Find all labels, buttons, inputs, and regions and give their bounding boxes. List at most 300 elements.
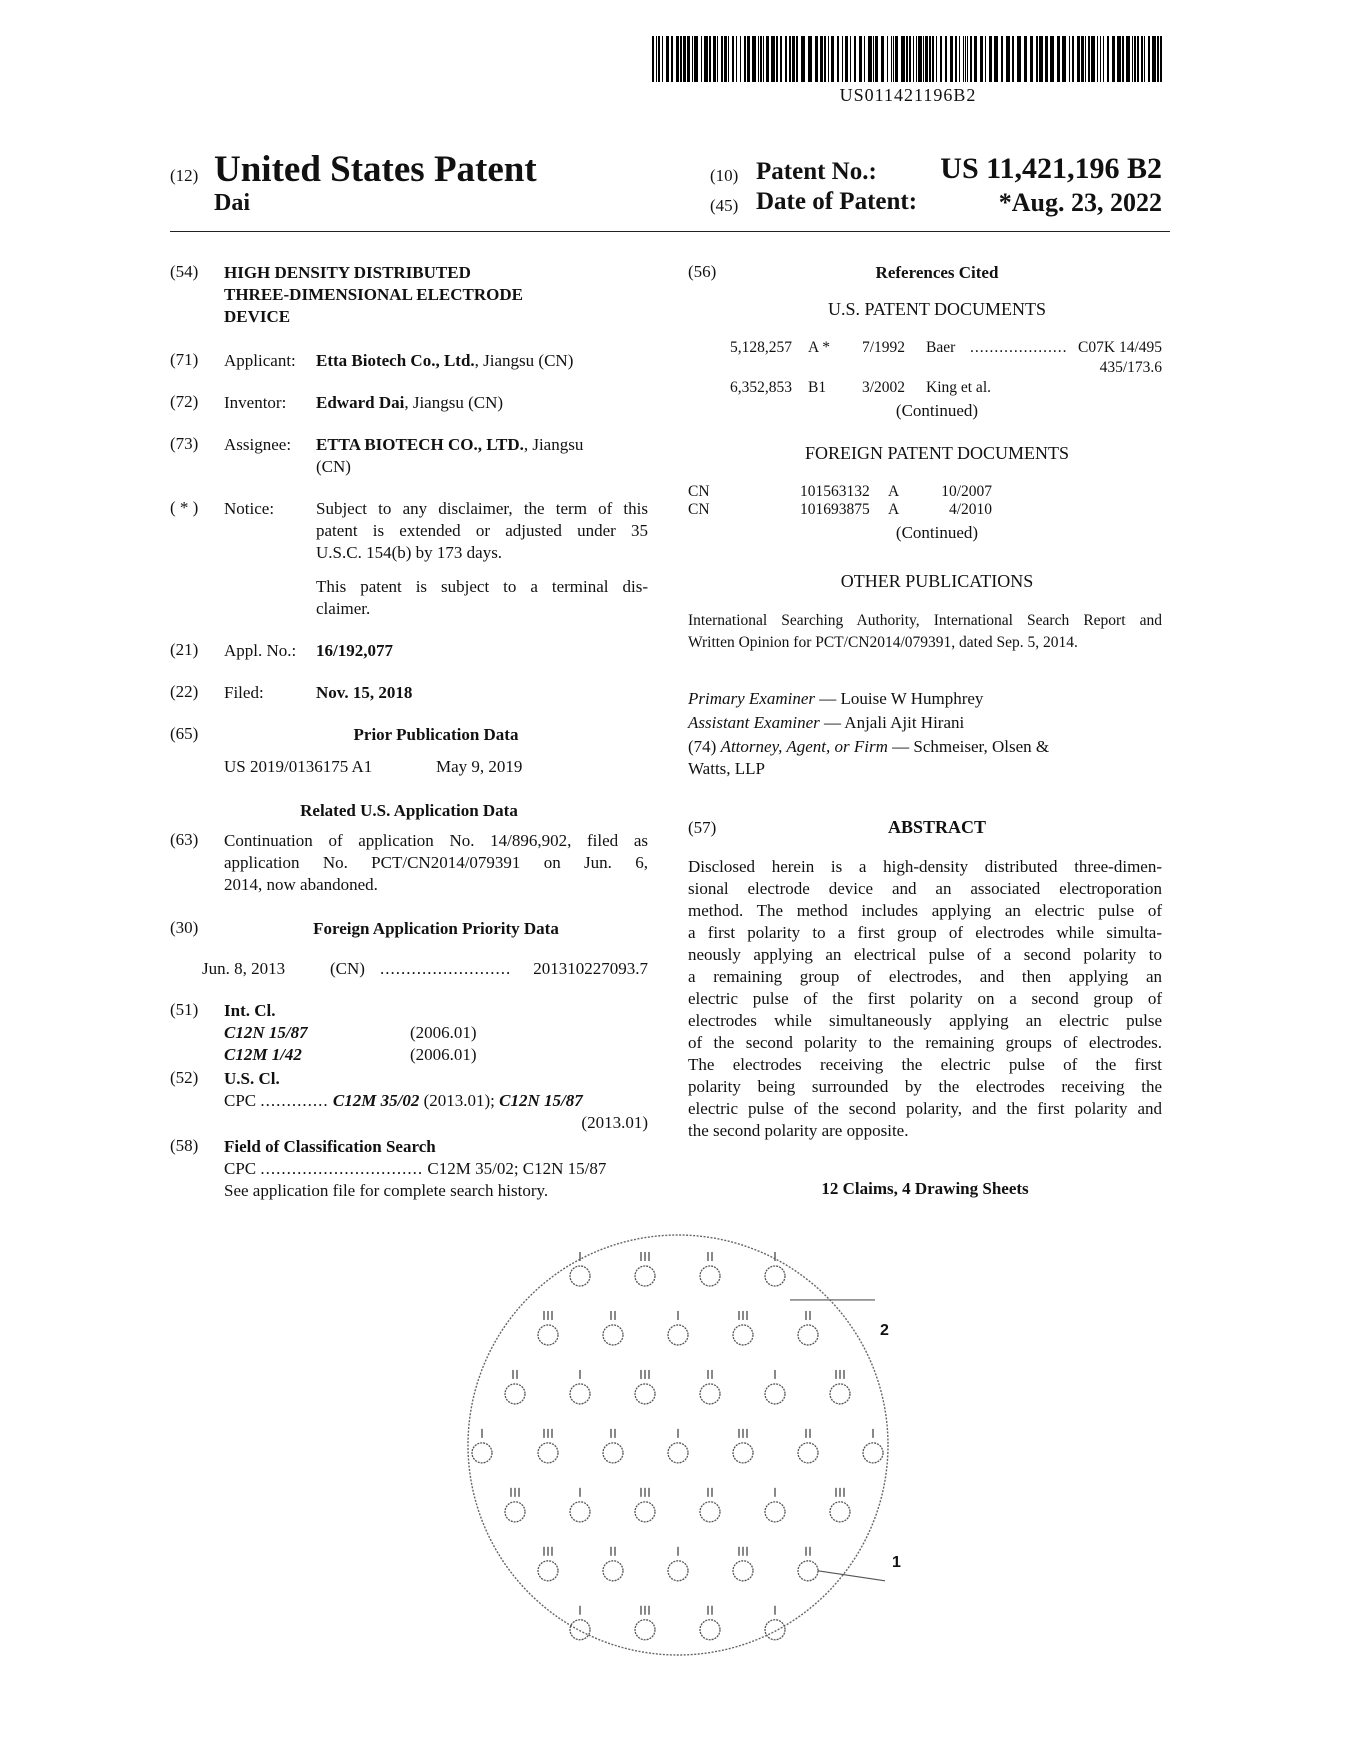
barcode bbox=[652, 36, 1164, 86]
barcode-bar bbox=[780, 36, 782, 82]
barcode-bar bbox=[1091, 36, 1095, 82]
filed-date: Nov. 15, 2018 bbox=[316, 683, 413, 702]
barcode-bar bbox=[936, 36, 937, 82]
field-of-search-cpc bbox=[224, 1158, 606, 1180]
assignee-place-2: (CN) bbox=[316, 457, 351, 476]
barcode-bar bbox=[676, 36, 679, 82]
electrode-circle bbox=[798, 1561, 818, 1581]
electrode-circle bbox=[798, 1443, 818, 1463]
notice-line-3: U.S.C. 154(b) by 173 days. bbox=[316, 543, 503, 562]
barcode-bar bbox=[808, 36, 812, 82]
barcode-bar bbox=[752, 36, 756, 82]
code-52: (52) bbox=[170, 1068, 199, 1087]
barcode-bar bbox=[671, 36, 673, 82]
continuation-line-2: application No. PCT/CN2014/079391 on Jun. 6, bbox=[224, 853, 648, 872]
us-ref-1-name: Baer bbox=[926, 339, 956, 356]
priority-dots: ......................... bbox=[380, 959, 512, 978]
barcode-bar bbox=[887, 36, 888, 82]
abstract-line: electric pulse of the second polarity, and the first polarity and bbox=[688, 1099, 1162, 1118]
electrode-circle bbox=[700, 1502, 720, 1522]
barcode-bar bbox=[916, 36, 917, 82]
code-57: (57) bbox=[688, 818, 717, 837]
terminal-disclaimer bbox=[316, 576, 648, 620]
priority-date: Jun. 8, 2013 bbox=[202, 959, 286, 978]
field-dots: ............................... bbox=[260, 1159, 424, 1178]
us-ref-2-name: King et al. bbox=[926, 379, 991, 396]
us-ref-2-date: 3/2002 bbox=[862, 379, 906, 396]
date-of-patent-label: Date of Patent: bbox=[756, 188, 918, 215]
title-line-1: HIGH DENSITY DISTRIBUTED bbox=[224, 263, 471, 282]
barcode-bar bbox=[709, 36, 711, 82]
figure-label-1: 1 bbox=[892, 1554, 901, 1571]
notice-line-4: This patent is subject to a terminal dis- bbox=[316, 577, 648, 596]
inventor-surname: Dai bbox=[214, 190, 250, 216]
barcode-bar bbox=[701, 36, 702, 82]
electrode-circle bbox=[668, 1561, 688, 1581]
code-56: (56) bbox=[688, 262, 717, 281]
patent-number: US 11,421,196 B2 bbox=[940, 152, 1162, 185]
related-heading: Related U.S. Application Data bbox=[300, 801, 518, 820]
barcode-bar bbox=[1132, 36, 1133, 82]
electrode-circle bbox=[635, 1502, 655, 1522]
barcode-bar bbox=[929, 36, 931, 82]
int-cl-2: C12M 1/42 bbox=[224, 1045, 302, 1064]
barcode-bar bbox=[680, 36, 682, 82]
barcode-bar bbox=[828, 36, 829, 82]
barcode-bar bbox=[945, 36, 947, 82]
applicant-name: Etta Biotech Co., Ltd. bbox=[316, 351, 475, 370]
electrode-circle bbox=[830, 1384, 850, 1404]
foreign-ref-1-number: 101563132 bbox=[800, 483, 870, 500]
code-65: (65) bbox=[170, 724, 199, 743]
electrode-circle bbox=[733, 1443, 753, 1463]
electrode-circle bbox=[700, 1266, 720, 1286]
other-publication-line-1: International Searching Authority, International Search Report and bbox=[688, 612, 1162, 629]
continued-foreign: (Continued) bbox=[895, 523, 979, 542]
barcode-bar bbox=[1117, 36, 1121, 82]
barcode-bar bbox=[1148, 36, 1150, 82]
barcode-bar bbox=[692, 36, 693, 82]
abstract-line: a first polarity to a first group of electrodes while simulta- bbox=[688, 923, 1162, 942]
electrode-circle bbox=[538, 1443, 558, 1463]
barcode-bar bbox=[1122, 36, 1124, 82]
electrode-circle bbox=[765, 1384, 785, 1404]
barcode-bar bbox=[854, 36, 856, 82]
code-63: (63) bbox=[170, 830, 199, 849]
int-cl-1-date: (2006.01) bbox=[410, 1023, 477, 1042]
barcode-bar bbox=[913, 36, 914, 82]
us-ref-1-kind: A * bbox=[808, 339, 830, 356]
barcode-bar bbox=[656, 36, 657, 82]
electrode-circle bbox=[668, 1443, 688, 1463]
electrode-circle bbox=[570, 1502, 590, 1522]
barcode-number: US011421196B2 bbox=[839, 85, 977, 105]
primary-examiner bbox=[688, 688, 983, 710]
barcode-bar bbox=[1141, 36, 1143, 82]
barcode-bar bbox=[1112, 36, 1115, 82]
barcode-bar bbox=[724, 36, 727, 82]
code-71: (71) bbox=[170, 350, 199, 369]
assistant-examiner bbox=[688, 712, 964, 734]
int-cl-label: Int. Cl. bbox=[224, 1001, 276, 1020]
us-ref-1-date: 7/1992 bbox=[862, 339, 906, 356]
barcode-bar bbox=[820, 36, 823, 82]
abstract-text bbox=[688, 856, 1162, 1142]
barcode-bar bbox=[989, 36, 992, 82]
notice-line-1: Subject to any disclaimer, the term of this bbox=[316, 499, 648, 518]
us-cl-label: U.S. Cl. bbox=[224, 1069, 280, 1088]
barcode-bar bbox=[923, 36, 924, 82]
barcode-bar bbox=[895, 36, 898, 82]
barcode-bar bbox=[1062, 36, 1066, 82]
electrode-circle bbox=[830, 1502, 850, 1522]
barcode-bar bbox=[845, 36, 848, 82]
inventor bbox=[316, 392, 503, 414]
electrode-circle bbox=[603, 1325, 623, 1345]
barcode-bar bbox=[974, 36, 977, 82]
inventor-name: Edward Dai bbox=[316, 393, 405, 412]
electrode-circle bbox=[570, 1620, 590, 1640]
us-ref-1-class: C07K 14/495 bbox=[1078, 339, 1162, 356]
code-30: (30) bbox=[170, 918, 199, 937]
barcode-bar bbox=[901, 36, 905, 82]
barcode-bar bbox=[891, 36, 892, 82]
code-73: (73) bbox=[170, 434, 199, 453]
barcode-bar bbox=[1012, 36, 1014, 82]
continued-us: (Continued) bbox=[895, 401, 979, 420]
abstract-line: of the second polarity to the remaining groups of electrodes. bbox=[688, 1033, 1162, 1052]
us-cl-1-date: (2013.01); bbox=[423, 1091, 495, 1110]
foreign-ref-2-kind: A bbox=[888, 501, 900, 518]
date-of-patent: *Aug. 23, 2022 bbox=[998, 188, 1162, 217]
barcode-bar bbox=[875, 36, 878, 82]
electrode-circle bbox=[603, 1561, 623, 1581]
us-cl-cpc bbox=[224, 1090, 583, 1112]
continuation-line-3: 2014, now abandoned. bbox=[224, 875, 378, 894]
barcode-bar bbox=[728, 36, 729, 82]
barcode-bar bbox=[713, 36, 716, 82]
barcode-bar bbox=[950, 36, 953, 82]
barcode-bar bbox=[792, 36, 795, 82]
barcode-bar bbox=[662, 36, 663, 82]
barcode-bar bbox=[796, 36, 798, 82]
barcode-bar bbox=[721, 36, 723, 82]
code-72: (72) bbox=[170, 392, 199, 411]
us-cl-2-date: (2013.01) bbox=[581, 1113, 648, 1132]
electrode-circle bbox=[700, 1384, 720, 1404]
assignee bbox=[316, 434, 583, 456]
barcode-bar bbox=[1050, 36, 1054, 82]
figure-label-2: 2 bbox=[880, 1322, 889, 1339]
us-cl-1: C12M 35/02 bbox=[332, 1091, 420, 1110]
barcode-bar bbox=[850, 36, 851, 82]
prior-publication-date: May 9, 2019 bbox=[436, 757, 523, 776]
barcode-bar bbox=[868, 36, 872, 82]
barcode-bar bbox=[758, 36, 759, 82]
abstract-line: polarity being surrounded by the electrodes receiving the bbox=[688, 1077, 1162, 1096]
barcode-bar bbox=[1107, 36, 1109, 82]
electrode-circle bbox=[765, 1502, 785, 1522]
barcode-bar bbox=[687, 36, 690, 82]
barcode-bar bbox=[1072, 36, 1074, 82]
foreign-ref-2-number: 101693875 bbox=[800, 501, 870, 518]
title-line-2: THREE-DIMENSIONAL ELECTRODE bbox=[224, 285, 523, 304]
electrode-circle bbox=[635, 1266, 655, 1286]
foreign-priority-heading: Foreign Application Priority Data bbox=[313, 919, 559, 938]
barcode-bar bbox=[763, 36, 764, 82]
barcode-bar bbox=[955, 36, 957, 82]
abstract-line: electrodes while simultaneously applying an electric pulse bbox=[688, 1011, 1162, 1030]
foreign-ref-2-country: CN bbox=[688, 501, 710, 518]
barcode-bar bbox=[666, 36, 669, 82]
barcode-bar bbox=[1081, 36, 1084, 82]
applicant-label: Applicant: bbox=[224, 351, 296, 370]
prior-publication-number: US 2019/0136175 A1 bbox=[224, 757, 373, 776]
barcode-bar bbox=[771, 36, 775, 82]
barcode-bar bbox=[744, 36, 746, 82]
code-notice: ( * ) bbox=[170, 498, 199, 517]
barcode-bar bbox=[864, 36, 865, 82]
barcode-bar bbox=[776, 36, 778, 82]
barcode-bar bbox=[747, 36, 750, 82]
barcode-bar bbox=[1077, 36, 1080, 82]
int-cl-1: C12N 15/87 bbox=[224, 1023, 308, 1042]
barcode-bar bbox=[785, 36, 787, 82]
other-publication-line-2: Written Opinion for PCT/CN2014/079391, dated Sep. 5, 2014. bbox=[688, 634, 1078, 651]
abstract-heading: ABSTRACT bbox=[887, 817, 987, 837]
other-publications-heading: OTHER PUBLICATIONS bbox=[840, 571, 1034, 591]
barcode-bar bbox=[1157, 36, 1159, 82]
electrode-circle bbox=[538, 1325, 558, 1345]
foreign-ref-1-date: 10/2007 bbox=[941, 483, 992, 500]
electrode-circle bbox=[505, 1502, 525, 1522]
barcode-bar bbox=[970, 36, 972, 82]
barcode-bar bbox=[893, 36, 894, 82]
electrode-circle bbox=[733, 1325, 753, 1345]
barcode-bar bbox=[985, 36, 986, 82]
field-of-search-note: See application file for complete search history. bbox=[224, 1181, 549, 1200]
barcode-bar bbox=[1103, 36, 1104, 82]
notice-label: Notice: bbox=[224, 499, 275, 518]
barcode-bar bbox=[959, 36, 960, 82]
barcode-bar bbox=[1100, 36, 1101, 82]
code-12: (12) bbox=[170, 166, 199, 185]
barcode-bar bbox=[1152, 36, 1156, 82]
applicant bbox=[316, 350, 573, 372]
other-publication bbox=[688, 610, 1162, 654]
barcode-bar bbox=[940, 36, 942, 82]
barcode-bar bbox=[1134, 36, 1136, 82]
barcode-bar bbox=[925, 36, 928, 82]
barcode-bar bbox=[1036, 36, 1038, 82]
barcode-bar bbox=[1024, 36, 1027, 82]
prior-publication-heading: Prior Publication Data bbox=[353, 725, 519, 744]
claims-and-sheets: 12 Claims, 4 Drawing Sheets bbox=[821, 1179, 1029, 1198]
barcode-bar bbox=[1057, 36, 1060, 82]
barcode-bar bbox=[859, 36, 862, 82]
int-cl-2-date: (2006.01) bbox=[410, 1045, 477, 1064]
foreign-ref-2-date: 4/2010 bbox=[948, 501, 992, 518]
barcode-bar bbox=[980, 36, 983, 82]
attorney bbox=[688, 736, 1049, 758]
abstract-line: sional electrode device and an associated electroporation bbox=[688, 879, 1162, 898]
us-ref-2-kind: B1 bbox=[808, 379, 827, 396]
barcode-bar bbox=[1039, 36, 1043, 82]
barcode-bar bbox=[1069, 36, 1070, 82]
notice-line-5: claimer. bbox=[316, 599, 371, 618]
appl-no: 16/192,077 bbox=[316, 641, 393, 660]
primary-examiner-name: — Louise W Humphrey bbox=[815, 689, 984, 708]
assignee-name: ETTA BIOTECH CO., LTD. bbox=[316, 435, 524, 454]
field-cpc-label: CPC bbox=[224, 1159, 257, 1178]
field-cpc-value: C12M 35/02; C12N 15/87 bbox=[427, 1159, 607, 1178]
notice-text bbox=[316, 498, 648, 564]
leader-line-1 bbox=[818, 1571, 885, 1581]
electrode-circle bbox=[570, 1266, 590, 1286]
us-cl-cpc-label: CPC bbox=[224, 1091, 257, 1110]
document-type: United States Patent bbox=[214, 149, 537, 190]
barcode-bar bbox=[694, 36, 698, 82]
electrode-circle bbox=[863, 1443, 883, 1463]
code-51: (51) bbox=[170, 1000, 199, 1019]
electrode-circle bbox=[505, 1384, 525, 1404]
electrode-circle bbox=[472, 1443, 492, 1463]
references-cited-heading: References Cited bbox=[875, 263, 999, 282]
barcode-bar bbox=[873, 36, 874, 82]
electrode-circle bbox=[798, 1325, 818, 1345]
barcode-bar bbox=[652, 36, 654, 82]
barcode-bar bbox=[736, 36, 737, 82]
foreign-ref-1-kind: A bbox=[888, 483, 900, 500]
barcode-bar bbox=[766, 36, 769, 82]
barcode-bar bbox=[1006, 36, 1010, 82]
priority-number: 201310227093.7 bbox=[533, 959, 648, 978]
electrode-circle bbox=[635, 1620, 655, 1640]
notice-line-2: patent is extended or adjusted under 35 bbox=[316, 521, 648, 540]
us-ref-2-number: 6,352,853 bbox=[730, 379, 792, 396]
outer-boundary-circle bbox=[468, 1235, 888, 1655]
us-ref-1-class-2: 435/173.6 bbox=[1099, 359, 1162, 376]
electrode-circle bbox=[733, 1561, 753, 1581]
barcode-bar bbox=[658, 36, 660, 82]
us-cl-dots: ............. bbox=[260, 1091, 329, 1110]
title bbox=[224, 262, 523, 328]
inventor-label: Inventor: bbox=[224, 393, 287, 412]
abstract-line: method. The method includes applying an electric pulse of bbox=[688, 901, 1162, 920]
filed-label: Filed: bbox=[224, 683, 264, 702]
title-line-3: DEVICE bbox=[224, 307, 291, 326]
continuation-line-1: Continuation of application No. 14/896,902, filed as bbox=[224, 831, 648, 850]
code-22: (22) bbox=[170, 682, 199, 701]
us-ref-1-dots: .................... bbox=[970, 339, 1068, 356]
barcode-bar bbox=[824, 36, 826, 82]
barcode-bar bbox=[837, 36, 839, 82]
barcode-bar bbox=[1030, 36, 1033, 82]
electrode-circle bbox=[538, 1561, 558, 1581]
continuation-text bbox=[224, 830, 648, 896]
barcode-bar bbox=[704, 36, 708, 82]
barcode-bar bbox=[932, 36, 934, 82]
electrode-circle bbox=[700, 1620, 720, 1640]
barcode-bar bbox=[918, 36, 922, 82]
electrode-circle bbox=[765, 1266, 785, 1286]
assistant-examiner-name: — Anjali Ajit Hirani bbox=[819, 713, 965, 732]
abstract-line: The electrodes receiving the electric pulse of the first bbox=[688, 1055, 1162, 1074]
barcode-bar bbox=[760, 36, 762, 82]
barcode-bar bbox=[789, 36, 791, 82]
attorney-label: Attorney, Agent, or Firm bbox=[720, 737, 888, 756]
barcode-bar bbox=[1085, 36, 1086, 82]
barcode-bar bbox=[1088, 36, 1090, 82]
electrode-circle bbox=[570, 1384, 590, 1404]
electrode-array-figure bbox=[420, 1220, 940, 1660]
barcode-bar bbox=[801, 36, 805, 82]
barcode-bar bbox=[1137, 36, 1139, 82]
code-45: (45) bbox=[710, 196, 739, 215]
foreign-patent-documents-heading: FOREIGN PATENT DOCUMENTS bbox=[804, 443, 1070, 463]
electrode-circle bbox=[635, 1384, 655, 1404]
barcode-bar bbox=[815, 36, 818, 82]
attorney-name: — Schmeiser, Olsen & bbox=[887, 737, 1050, 756]
assignee-place: , Jiangsu bbox=[523, 435, 584, 454]
barcode-bar bbox=[1097, 36, 1098, 82]
foreign-ref-1-country: CN bbox=[688, 483, 710, 500]
code-74: (74) bbox=[688, 737, 717, 756]
barcode-bar bbox=[842, 36, 843, 82]
barcode-bar bbox=[881, 36, 884, 82]
barcode-bar bbox=[1001, 36, 1003, 82]
field-of-search-label: Field of Classification Search bbox=[224, 1137, 436, 1156]
barcode-bar bbox=[1017, 36, 1021, 82]
barcode-bar bbox=[994, 36, 998, 82]
assignee-label: Assignee: bbox=[224, 435, 292, 454]
patent-number-label: Patent No.: bbox=[756, 158, 877, 185]
applicant-place: , Jiangsu (CN) bbox=[474, 351, 574, 370]
code-10: (10) bbox=[710, 166, 739, 185]
barcode-bar bbox=[965, 36, 966, 82]
attorney-name-2: Watts, LLP bbox=[688, 759, 766, 778]
code-54: (54) bbox=[170, 262, 199, 281]
electrode-circle bbox=[668, 1325, 688, 1345]
barcode-bar bbox=[1144, 36, 1145, 82]
barcode-bar bbox=[732, 36, 734, 82]
barcode-bar bbox=[740, 36, 741, 82]
electrode-circle bbox=[765, 1620, 785, 1640]
barcode-bar bbox=[831, 36, 834, 82]
code-58: (58) bbox=[170, 1136, 199, 1155]
us-cl-2: C12N 15/87 bbox=[499, 1091, 583, 1110]
us-ref-1-number: 5,128,257 bbox=[730, 339, 792, 356]
appl-no-label: Appl. No.: bbox=[224, 641, 297, 660]
abstract-line: electric pulse of the first polarity on a second group of bbox=[688, 989, 1162, 1008]
barcode-bar bbox=[1126, 36, 1130, 82]
assistant-examiner-label: Assistant Examiner bbox=[688, 713, 820, 732]
barcode-bar bbox=[909, 36, 911, 82]
barcode-bar bbox=[717, 36, 718, 82]
abstract-line: neously applying an electrical pulse of a second polarity to bbox=[688, 945, 1162, 964]
abstract-line: Disclosed herein is a high-density distributed three-dimen- bbox=[688, 857, 1162, 876]
electrode-circle bbox=[603, 1443, 623, 1463]
code-21: (21) bbox=[170, 640, 199, 659]
abstract-line: the second polarity are opposite. bbox=[688, 1121, 909, 1140]
us-patent-documents-heading: U.S. PATENT DOCUMENTS bbox=[827, 299, 1047, 319]
primary-examiner-label: Primary Examiner bbox=[688, 689, 816, 708]
header-rule bbox=[170, 231, 1170, 232]
barcode-bar bbox=[963, 36, 964, 82]
barcode-bar bbox=[967, 36, 968, 82]
inventor-place: , Jiangsu (CN) bbox=[404, 393, 504, 412]
barcode-bar bbox=[906, 36, 908, 82]
